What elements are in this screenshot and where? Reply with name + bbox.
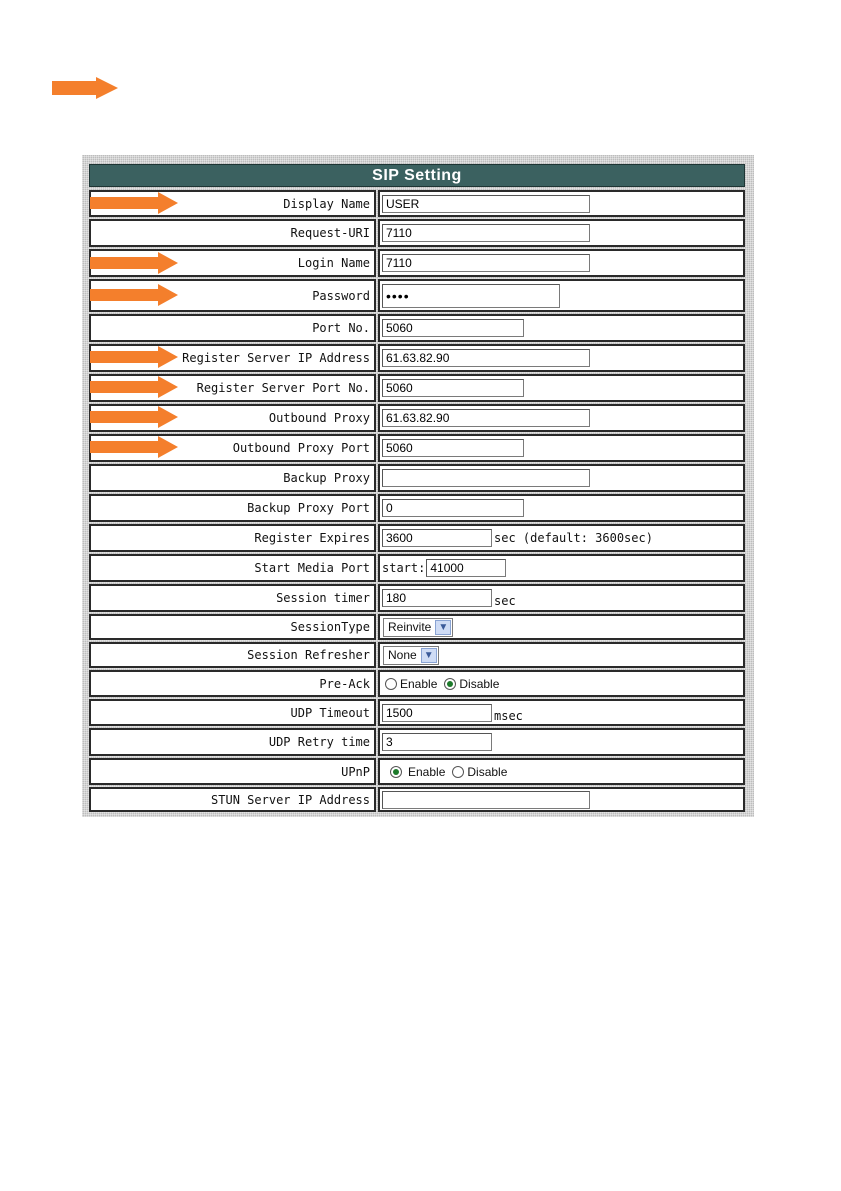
callout-arrow-icon xyxy=(90,407,180,427)
radio-icon xyxy=(452,766,464,778)
display-name-label: Display Name xyxy=(89,190,376,217)
session-type-label: SessionType xyxy=(89,614,376,640)
pre-ack-disable-label: Disable xyxy=(459,676,500,691)
row-outbound-proxy xyxy=(89,404,745,432)
session-refresher-select[interactable] xyxy=(383,646,439,665)
backup-proxy-label: Backup Proxy xyxy=(89,464,376,492)
session-refresher-label: Session Refresher xyxy=(89,642,376,668)
radio-icon xyxy=(385,678,397,690)
row-backup-proxy-port xyxy=(89,494,745,522)
upnp-disable-radio[interactable] xyxy=(452,765,507,779)
row-upnp xyxy=(89,758,745,785)
callout-arrow-icon xyxy=(90,253,180,273)
radio-selected-icon xyxy=(390,766,402,778)
upnp-enable-radio[interactable] xyxy=(390,765,445,779)
upnp-disable-label: Disable xyxy=(467,764,508,779)
pre-ack-enable-label: Enable xyxy=(400,676,438,691)
request-uri-label: Request-URI xyxy=(89,219,376,247)
outbound-proxy-input[interactable] xyxy=(382,409,590,427)
register-server-port-input[interactable] xyxy=(382,379,524,397)
login-name-label: Login Name xyxy=(89,249,376,277)
udp-retry-time-input[interactable] xyxy=(382,733,492,751)
register-expires-unit: sec (default: 3600sec) xyxy=(494,531,653,545)
session-type-value: Reinvite xyxy=(388,620,432,634)
row-session-refresher xyxy=(89,642,745,668)
port-no-label: Port No. xyxy=(89,314,376,342)
row-password xyxy=(89,279,745,312)
outbound-proxy-port-label: Outbound Proxy Port xyxy=(89,434,376,462)
callout-arrow-icon xyxy=(90,285,180,305)
row-udp-timeout xyxy=(89,699,745,726)
password-input[interactable] xyxy=(382,284,560,308)
session-type-select[interactable] xyxy=(383,618,453,637)
row-login-name xyxy=(89,249,745,277)
session-timer-input[interactable] xyxy=(382,589,492,607)
callout-arrow-icon xyxy=(52,77,120,99)
backup-proxy-port-label: Backup Proxy Port xyxy=(89,494,376,522)
session-timer-unit: sec xyxy=(494,594,516,608)
start-media-port-label: Start Media Port xyxy=(89,554,376,582)
row-backup-proxy xyxy=(89,464,745,492)
port-no-input[interactable] xyxy=(382,319,524,337)
pre-ack-enable-radio[interactable] xyxy=(385,677,437,691)
udp-timeout-unit: msec xyxy=(494,708,523,723)
udp-retry-time-label: UDP Retry time xyxy=(89,728,376,756)
callout-arrow-icon xyxy=(90,347,180,367)
radio-selected-icon xyxy=(444,678,456,690)
password-label: Password xyxy=(89,279,376,312)
callout-arrow-icon xyxy=(90,377,180,397)
backup-proxy-input[interactable] xyxy=(382,469,590,487)
outbound-proxy-port-input[interactable] xyxy=(382,439,524,457)
panel-title: SIP Setting xyxy=(89,164,745,187)
row-register-expires xyxy=(89,524,745,552)
stun-server-ip-label: STUN Server IP Address xyxy=(89,787,376,812)
stun-server-ip-input[interactable] xyxy=(382,791,590,809)
backup-proxy-port-input[interactable] xyxy=(382,499,524,517)
pre-ack-disable-radio[interactable] xyxy=(444,677,499,691)
row-session-timer xyxy=(89,584,745,612)
row-session-type xyxy=(89,614,745,640)
register-expires-input[interactable] xyxy=(382,529,492,547)
start-media-port-input[interactable] xyxy=(426,559,506,577)
register-server-port-label: Register Server Port No. xyxy=(89,374,376,402)
upnp-label: UPnP xyxy=(89,758,376,785)
display-name-input[interactable] xyxy=(382,195,590,213)
request-uri-input[interactable] xyxy=(382,224,590,242)
row-udp-retry-time xyxy=(89,728,745,756)
row-register-server-port xyxy=(89,374,745,402)
session-refresher-value: None xyxy=(388,648,417,662)
register-expires-label: Register Expires xyxy=(89,524,376,552)
outbound-proxy-label: Outbound Proxy xyxy=(89,404,376,432)
chevron-down-icon[interactable]: ▼ xyxy=(421,648,437,663)
upnp-enable-label: Enable xyxy=(408,764,446,779)
row-register-server-ip xyxy=(89,344,745,372)
row-start-media-port xyxy=(89,554,745,582)
login-name-input[interactable] xyxy=(382,254,590,272)
session-timer-label: Session timer xyxy=(89,584,376,612)
row-pre-ack xyxy=(89,670,745,697)
register-server-ip-input[interactable] xyxy=(382,349,590,367)
register-server-ip-label: Register Server IP Address xyxy=(89,344,376,372)
udp-timeout-label: UDP Timeout xyxy=(89,699,376,726)
start-media-port-prefix: start: xyxy=(382,561,426,575)
pre-ack-label: Pre-Ack xyxy=(89,670,376,697)
callout-arrow-icon xyxy=(90,193,180,213)
row-display-name xyxy=(89,190,745,217)
udp-timeout-input[interactable] xyxy=(382,704,492,722)
row-outbound-proxy-port xyxy=(89,434,745,462)
row-request-uri xyxy=(89,219,745,247)
row-port-no xyxy=(89,314,745,342)
row-stun-server-ip xyxy=(89,787,745,812)
chevron-down-icon[interactable]: ▼ xyxy=(435,620,451,635)
callout-arrow-icon xyxy=(90,437,180,457)
